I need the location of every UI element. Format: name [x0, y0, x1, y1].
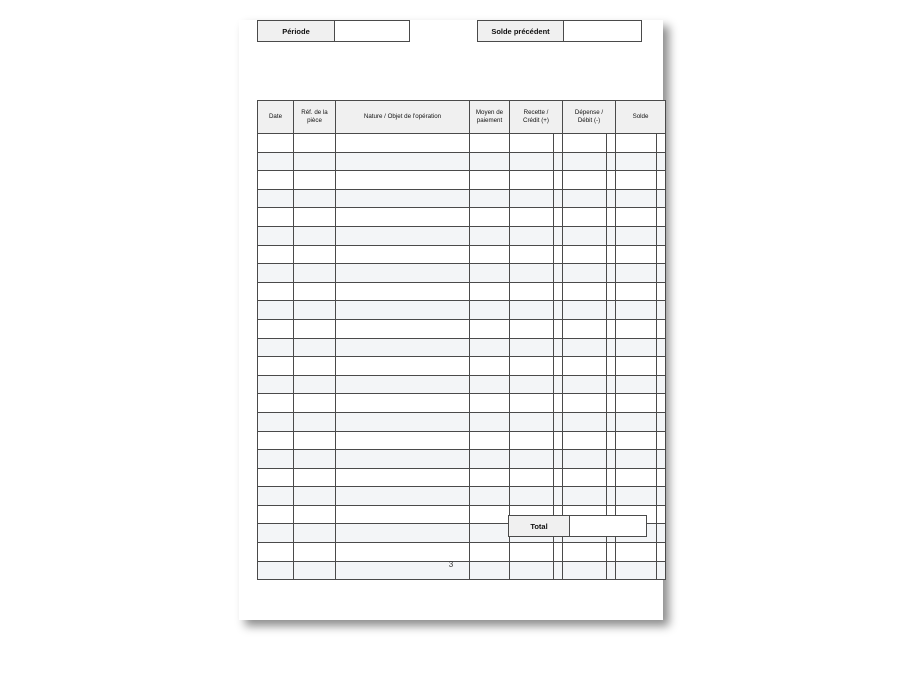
- cell-date[interactable]: [258, 171, 294, 190]
- cell-depense-cents[interactable]: [607, 487, 616, 506]
- column-header-nature: [336, 101, 470, 134]
- cell-solde-cents[interactable]: [657, 450, 666, 469]
- table-row: [258, 134, 666, 153]
- cell-moyen[interactable]: [470, 468, 510, 487]
- cell-recette-cents[interactable]: [554, 226, 563, 245]
- cell-recette-cents[interactable]: [554, 171, 563, 190]
- cell-nature[interactable]: [336, 245, 470, 264]
- cell-recette-cents[interactable]: [554, 487, 563, 506]
- cell-depense[interactable]: [563, 319, 607, 338]
- cell-ref[interactable]: [294, 245, 336, 264]
- cell-depense[interactable]: [563, 282, 607, 301]
- cell-solde-cents[interactable]: [657, 226, 666, 245]
- cell-nature[interactable]: [336, 468, 470, 487]
- cell-ref[interactable]: [294, 134, 336, 153]
- cell-moyen[interactable]: [470, 152, 510, 171]
- cell-solde[interactable]: [616, 282, 657, 301]
- cell-nature[interactable]: [336, 226, 470, 245]
- ledger-table: [257, 100, 666, 580]
- cell-solde[interactable]: [616, 357, 657, 376]
- header-line: Recette /: [523, 108, 549, 116]
- cell-recette-cents[interactable]: [554, 301, 563, 320]
- cell-date[interactable]: [258, 450, 294, 469]
- cell-recette-cents[interactable]: [554, 134, 563, 153]
- cell-solde-cents[interactable]: [657, 412, 666, 431]
- cell-recette[interactable]: [510, 171, 554, 190]
- cell-depense-cents[interactable]: [607, 450, 616, 469]
- table-row: [258, 264, 666, 283]
- cell-recette[interactable]: [510, 301, 554, 320]
- cell-solde[interactable]: [616, 189, 657, 208]
- cell-depense-cents[interactable]: [607, 543, 616, 562]
- cell-recette-cents[interactable]: [554, 357, 563, 376]
- cell-ref[interactable]: [294, 468, 336, 487]
- cell-recette[interactable]: [510, 487, 554, 506]
- cell-nature[interactable]: [336, 375, 470, 394]
- cell-ref[interactable]: [294, 226, 336, 245]
- table-row: [258, 338, 666, 357]
- cell-recette[interactable]: [510, 338, 554, 357]
- cell-recette-cents[interactable]: [554, 431, 563, 450]
- column-header-ref: [294, 101, 336, 134]
- column-header-recette-credit: [510, 101, 563, 134]
- cell-depense-cents[interactable]: [607, 357, 616, 376]
- cell-moyen[interactable]: [470, 134, 510, 153]
- cell-depense[interactable]: [563, 245, 607, 264]
- cell-depense-cents[interactable]: [607, 226, 616, 245]
- table-row: [258, 487, 666, 506]
- cell-moyen[interactable]: [470, 450, 510, 469]
- cell-recette[interactable]: [510, 431, 554, 450]
- cell-depense-cents[interactable]: [607, 171, 616, 190]
- cell-recette[interactable]: [510, 450, 554, 469]
- total-row: [508, 515, 647, 537]
- cell-nature[interactable]: [336, 394, 470, 413]
- cell-ref[interactable]: [294, 450, 336, 469]
- cell-solde[interactable]: [616, 319, 657, 338]
- cell-ref[interactable]: [294, 301, 336, 320]
- cell-recette[interactable]: [510, 208, 554, 227]
- cell-ref[interactable]: [294, 338, 336, 357]
- cell-recette[interactable]: [510, 245, 554, 264]
- cell-moyen[interactable]: [470, 543, 510, 562]
- cell-depense-cents[interactable]: [607, 282, 616, 301]
- cell-date[interactable]: [258, 375, 294, 394]
- cell-date[interactable]: [258, 245, 294, 264]
- cell-solde-cents[interactable]: [657, 487, 666, 506]
- cell-depense-cents[interactable]: [607, 412, 616, 431]
- cell-date[interactable]: [258, 226, 294, 245]
- cell-solde[interactable]: [616, 264, 657, 283]
- cell-solde-cents[interactable]: [657, 468, 666, 487]
- cell-ref[interactable]: [294, 171, 336, 190]
- page-content: [239, 20, 663, 620]
- cell-solde-cents[interactable]: [657, 264, 666, 283]
- cell-date[interactable]: [258, 412, 294, 431]
- cell-solde[interactable]: [616, 468, 657, 487]
- cell-moyen[interactable]: [470, 431, 510, 450]
- cell-recette-cents[interactable]: [554, 338, 563, 357]
- cell-moyen[interactable]: [470, 301, 510, 320]
- cell-date[interactable]: [258, 468, 294, 487]
- header-line: paiement: [476, 117, 503, 124]
- cell-date[interactable]: [258, 543, 294, 562]
- total-input[interactable]: [570, 515, 647, 537]
- cell-moyen[interactable]: [470, 319, 510, 338]
- cell-nature[interactable]: [336, 171, 470, 190]
- cell-recette-cents[interactable]: [554, 245, 563, 264]
- table-row: [258, 450, 666, 469]
- cell-recette[interactable]: [510, 226, 554, 245]
- cell-solde-cents[interactable]: [657, 338, 666, 357]
- cell-date[interactable]: [258, 431, 294, 450]
- cell-solde[interactable]: [616, 431, 657, 450]
- cell-recette-cents[interactable]: [554, 468, 563, 487]
- cell-depense[interactable]: [563, 487, 607, 506]
- solde-precedent-label: Solde précédent: [477, 20, 564, 42]
- cell-solde-cents[interactable]: [657, 394, 666, 413]
- cell-date[interactable]: [258, 338, 294, 357]
- cell-moyen[interactable]: [470, 487, 510, 506]
- cell-ref[interactable]: [294, 357, 336, 376]
- cell-nature[interactable]: [336, 338, 470, 357]
- cell-ref[interactable]: [294, 412, 336, 431]
- cell-nature[interactable]: [336, 412, 470, 431]
- cell-moyen[interactable]: [470, 375, 510, 394]
- cell-depense[interactable]: [563, 375, 607, 394]
- cell-depense-cents[interactable]: [607, 245, 616, 264]
- cell-depense[interactable]: [563, 208, 607, 227]
- cell-depense[interactable]: [563, 189, 607, 208]
- cell-solde-cents[interactable]: [657, 319, 666, 338]
- cell-depense[interactable]: [563, 152, 607, 171]
- table-row: [258, 189, 666, 208]
- cell-recette-cents[interactable]: [554, 543, 563, 562]
- header-line: Date: [268, 112, 283, 120]
- periode-field-group: [257, 20, 410, 42]
- table-row: [258, 171, 666, 190]
- cell-depense-cents[interactable]: [607, 338, 616, 357]
- table-row: [258, 226, 666, 245]
- cell-solde-cents[interactable]: [657, 245, 666, 264]
- cell-recette[interactable]: [510, 375, 554, 394]
- cell-ref[interactable]: [294, 394, 336, 413]
- cell-depense[interactable]: [563, 357, 607, 376]
- cell-date[interactable]: [258, 394, 294, 413]
- cell-nature[interactable]: [336, 450, 470, 469]
- cell-recette-cents[interactable]: [554, 208, 563, 227]
- solde-precedent-input[interactable]: [564, 20, 642, 42]
- document-page: [239, 20, 663, 620]
- cell-ref[interactable]: [294, 152, 336, 171]
- cell-solde-cents[interactable]: [657, 543, 666, 562]
- table-row: [258, 431, 666, 450]
- cell-solde[interactable]: [616, 171, 657, 190]
- cell-moyen[interactable]: [470, 171, 510, 190]
- cell-date[interactable]: [258, 134, 294, 153]
- table-row: [258, 319, 666, 338]
- cell-depense-cents[interactable]: [607, 301, 616, 320]
- header-line: Crédit (+): [523, 117, 549, 124]
- cell-depense[interactable]: [563, 171, 607, 190]
- cell-solde-cents[interactable]: [657, 152, 666, 171]
- header-line: Solde: [632, 112, 649, 120]
- header-line: pièce: [307, 117, 322, 124]
- cell-solde-cents[interactable]: [657, 431, 666, 450]
- column-header-date: [258, 101, 294, 134]
- cell-moyen[interactable]: [470, 524, 510, 543]
- cell-date[interactable]: [258, 208, 294, 227]
- column-header-solde: [616, 101, 666, 134]
- cell-solde-cents[interactable]: [657, 524, 666, 543]
- solde-precedent-field-group: [477, 20, 642, 42]
- cell-ref[interactable]: [294, 282, 336, 301]
- cell-solde[interactable]: [616, 450, 657, 469]
- cell-moyen[interactable]: [470, 245, 510, 264]
- table-row: [258, 357, 666, 376]
- cell-solde-cents[interactable]: [657, 301, 666, 320]
- cell-moyen[interactable]: [470, 412, 510, 431]
- cell-depense[interactable]: [563, 394, 607, 413]
- cell-depense[interactable]: [563, 468, 607, 487]
- table-body: [258, 134, 666, 580]
- cell-solde[interactable]: [616, 226, 657, 245]
- cell-ref[interactable]: [294, 375, 336, 394]
- cell-recette[interactable]: [510, 543, 554, 562]
- cell-ref[interactable]: [294, 189, 336, 208]
- cell-ref[interactable]: [294, 264, 336, 283]
- table-row: [258, 375, 666, 394]
- cell-date[interactable]: [258, 282, 294, 301]
- table-row: [258, 301, 666, 320]
- cell-nature[interactable]: [336, 301, 470, 320]
- cell-solde-cents[interactable]: [657, 375, 666, 394]
- cell-recette[interactable]: [510, 282, 554, 301]
- cell-solde[interactable]: [616, 134, 657, 153]
- header-line: Débit (-): [577, 117, 601, 124]
- cell-date[interactable]: [258, 487, 294, 506]
- cell-moyen[interactable]: [470, 394, 510, 413]
- cell-recette[interactable]: [510, 152, 554, 171]
- cell-recette[interactable]: [510, 412, 554, 431]
- cell-nature[interactable]: [336, 189, 470, 208]
- header-line: Nature / Objet de l'opération: [363, 112, 442, 120]
- column-header-depense-debit: [563, 101, 616, 134]
- cell-ref[interactable]: [294, 505, 336, 524]
- cell-nature[interactable]: [336, 543, 470, 562]
- page-number: 3: [448, 560, 454, 569]
- periode-input[interactable]: [335, 20, 410, 42]
- header-line: Moyen de: [475, 108, 504, 116]
- cell-solde-cents[interactable]: [657, 282, 666, 301]
- cell-recette[interactable]: [510, 357, 554, 376]
- cell-nature[interactable]: [336, 524, 470, 543]
- cell-solde-cents[interactable]: [657, 189, 666, 208]
- table-row: [258, 412, 666, 431]
- cell-recette-cents[interactable]: [554, 412, 563, 431]
- cell-recette[interactable]: [510, 134, 554, 153]
- cell-solde[interactable]: [616, 394, 657, 413]
- cell-depense[interactable]: [563, 264, 607, 283]
- cell-date[interactable]: [258, 264, 294, 283]
- cell-depense-cents[interactable]: [607, 319, 616, 338]
- cell-recette-cents[interactable]: [554, 152, 563, 171]
- cell-ref[interactable]: [294, 208, 336, 227]
- cell-depense[interactable]: [563, 301, 607, 320]
- cell-depense[interactable]: [563, 543, 607, 562]
- table-row: [258, 468, 666, 487]
- cell-date[interactable]: [258, 524, 294, 543]
- cell-depense[interactable]: [563, 450, 607, 469]
- table-header-row: [258, 101, 666, 134]
- cell-recette-cents[interactable]: [554, 394, 563, 413]
- cell-solde-cents[interactable]: [657, 171, 666, 190]
- cell-depense-cents[interactable]: [607, 375, 616, 394]
- cell-depense[interactable]: [563, 134, 607, 153]
- cell-solde[interactable]: [616, 338, 657, 357]
- cell-moyen[interactable]: [470, 226, 510, 245]
- cell-solde[interactable]: [616, 301, 657, 320]
- table-row: [258, 282, 666, 301]
- cell-depense-cents[interactable]: [607, 264, 616, 283]
- cell-moyen[interactable]: [470, 338, 510, 357]
- cell-solde[interactable]: [616, 245, 657, 264]
- cell-recette[interactable]: [510, 189, 554, 208]
- cell-depense[interactable]: [563, 226, 607, 245]
- cell-moyen[interactable]: [470, 357, 510, 376]
- cell-ref[interactable]: [294, 487, 336, 506]
- cell-ref[interactable]: [294, 319, 336, 338]
- cell-solde[interactable]: [616, 487, 657, 506]
- total-label: Total: [508, 515, 570, 537]
- table-row: [258, 245, 666, 264]
- cell-date[interactable]: [258, 357, 294, 376]
- cell-nature[interactable]: [336, 431, 470, 450]
- cell-depense[interactable]: [563, 431, 607, 450]
- cell-solde-cents[interactable]: [657, 357, 666, 376]
- cell-solde[interactable]: [616, 543, 657, 562]
- cell-depense-cents[interactable]: [607, 394, 616, 413]
- cell-depense[interactable]: [563, 412, 607, 431]
- cell-moyen[interactable]: [470, 282, 510, 301]
- cell-date[interactable]: [258, 189, 294, 208]
- cell-ref[interactable]: [294, 431, 336, 450]
- cell-nature[interactable]: [336, 134, 470, 153]
- cell-recette[interactable]: [510, 468, 554, 487]
- cell-recette[interactable]: [510, 319, 554, 338]
- table-row: [258, 543, 666, 562]
- cell-ref[interactable]: [294, 524, 336, 543]
- cell-date[interactable]: [258, 319, 294, 338]
- cell-date[interactable]: [258, 301, 294, 320]
- cell-nature[interactable]: [336, 319, 470, 338]
- cell-solde-cents[interactable]: [657, 134, 666, 153]
- cell-moyen[interactable]: [470, 189, 510, 208]
- cell-solde[interactable]: [616, 208, 657, 227]
- cell-nature[interactable]: [336, 487, 470, 506]
- cell-solde[interactable]: [616, 152, 657, 171]
- periode-label: Période: [257, 20, 335, 42]
- header-line: Dépense /: [574, 108, 604, 116]
- cell-moyen[interactable]: [470, 208, 510, 227]
- cell-recette-cents[interactable]: [554, 450, 563, 469]
- header-line: Réf. de la: [301, 108, 328, 116]
- table-row: [258, 152, 666, 171]
- cell-depense-cents[interactable]: [607, 189, 616, 208]
- cell-date[interactable]: [258, 505, 294, 524]
- cell-nature[interactable]: [336, 505, 470, 524]
- column-header-moyen-de-paiement: [470, 101, 510, 134]
- cell-recette-cents[interactable]: [554, 319, 563, 338]
- cell-recette-cents[interactable]: [554, 282, 563, 301]
- cell-recette-cents[interactable]: [554, 264, 563, 283]
- cell-nature[interactable]: [336, 208, 470, 227]
- cell-recette[interactable]: [510, 394, 554, 413]
- cell-solde-cents[interactable]: [657, 208, 666, 227]
- cell-ref[interactable]: [294, 543, 336, 562]
- cell-nature[interactable]: [336, 152, 470, 171]
- table-row: [258, 208, 666, 227]
- cell-nature[interactable]: [336, 264, 470, 283]
- cell-solde-cents[interactable]: [657, 505, 666, 524]
- cell-nature[interactable]: [336, 357, 470, 376]
- cell-recette-cents[interactable]: [554, 189, 563, 208]
- cell-nature[interactable]: [336, 282, 470, 301]
- cell-recette-cents[interactable]: [554, 375, 563, 394]
- table-row: [258, 394, 666, 413]
- cell-date[interactable]: [258, 152, 294, 171]
- cell-solde[interactable]: [616, 375, 657, 394]
- cell-moyen[interactable]: [470, 505, 510, 524]
- cell-depense-cents[interactable]: [607, 134, 616, 153]
- cell-depense-cents[interactable]: [607, 152, 616, 171]
- cell-depense[interactable]: [563, 338, 607, 357]
- cell-depense-cents[interactable]: [607, 208, 616, 227]
- cell-moyen[interactable]: [470, 264, 510, 283]
- cell-recette[interactable]: [510, 264, 554, 283]
- cell-depense-cents[interactable]: [607, 431, 616, 450]
- cell-depense-cents[interactable]: [607, 468, 616, 487]
- cell-solde[interactable]: [616, 412, 657, 431]
